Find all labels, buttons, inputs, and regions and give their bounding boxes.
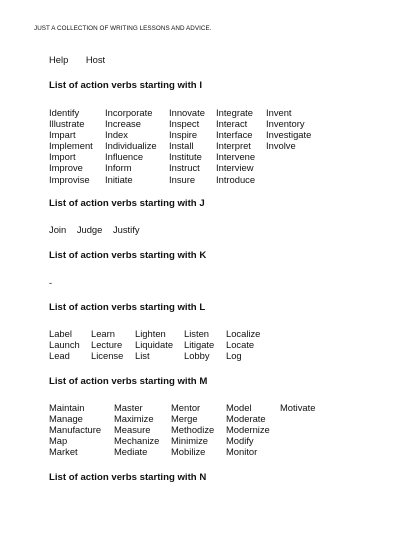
verb-cell: Initiate [105,173,133,185]
heading-i: List of action verbs starting with I [49,80,202,91]
verb-cell: Mechanize [114,435,160,447]
verb-cell: Inspire [169,129,198,141]
heading-l: List of action verbs starting with L [49,302,206,313]
verb-cell: Instruct [169,162,200,174]
verb-cell: Lead [49,350,70,362]
verb-cell: Integrate [216,107,254,118]
verb-cell: Identify [49,107,80,118]
verb-cell: Investigate [266,129,312,141]
verb-cell: Illustrate [49,118,85,130]
verb-cell: Involve [266,140,296,152]
verb-cell: Locate [226,339,255,351]
verb-cell: Modernize [226,424,270,436]
verb-cell: Master [114,402,143,413]
verb-cell: Intervene [216,151,256,163]
verb-cell: Index [105,129,128,141]
verb-cell: Localize [226,328,261,339]
verb-cell: Lighten [135,328,166,339]
verb-cell: Mediate [114,446,148,458]
verb-justify: Justify [112,224,140,235]
verb-cell: Incorporate [105,107,153,118]
verb-cell: Map [49,435,68,447]
verb-cell: Mentor [171,402,201,413]
verb-cell: Interface [216,129,253,141]
verb-cell: Influence [105,151,144,163]
verb-cell: Moderate [226,413,266,425]
verb-cell: Label [49,328,72,339]
verb-cell: Manage [49,413,83,425]
word-host: Host [85,54,106,65]
verb-cell: Learn [91,328,115,339]
verb-cell: Implement [49,140,93,152]
verb-cell: Inspect [169,118,200,130]
verb-cell: Motivate [280,402,316,413]
verb-cell: Improve [49,162,83,174]
word-help: Help [49,54,69,65]
verb-cell: Log [226,350,242,362]
verb-cell: Modify [226,435,254,447]
verb-cell: Increase [105,118,141,130]
verb-cell: Innovate [169,107,205,118]
verb-cell: Introduce [216,173,256,185]
verb-cell: Interact [216,118,248,130]
verb-join: Join [49,224,67,235]
verb-judge: Judge [76,224,103,235]
heading-j: List of action verbs starting with J [49,198,205,209]
verb-cell: Interview [216,162,254,174]
verb-cell: Manufacture [49,424,102,436]
verb-cell: Install [169,140,194,152]
verb-cell: Monitor [226,446,258,458]
top-words [49,54,120,65]
verb-cell: Listen [184,328,210,339]
verb-cell: Liquidate [135,339,174,351]
verb-cell: Lecture [91,339,123,351]
verb-cell: License [91,350,124,362]
verb-cell: Inform [105,162,132,174]
verb-cell: Lobby [184,350,210,362]
verb-cell: Interpret [216,140,251,152]
verb-cell: Minimize [171,435,208,447]
verb-cell: List [135,350,150,362]
verb-cell: Insure [169,173,196,185]
verb-cell: Institute [169,151,202,163]
verb-cell: Improvise [49,173,90,185]
heading-n: List of action verbs starting with N [49,472,207,483]
verb-cell: Mobilize [171,446,206,458]
heading-k: List of action verbs starting with K [49,250,207,261]
verb-cell: Maintain [49,402,85,413]
heading-m: List of action verbs starting with M [49,376,208,387]
verbs-list-j [49,224,148,235]
verb-cell: Litigate [184,339,215,351]
verb-cell: Invent [266,107,292,118]
verb-cell: Import [49,151,76,163]
verb-cell: Inventory [266,118,305,130]
verb-cell: Methodize [171,424,215,436]
verb-cell: Market [49,446,78,458]
verb-cell: Individualize [105,140,157,152]
verbs-empty-k: - [49,277,53,288]
verb-cell: Launch [49,339,80,351]
verb-cell: Impart [49,129,76,141]
verb-cell: Merge [171,413,198,425]
verb-cell: Measure [114,424,151,436]
running-header: JUST A COLLECTION OF WRITING LESSONS AND ADVICE. [34,25,212,32]
verb-cell: Model [226,402,252,413]
verb-cell: Maximize [114,413,154,425]
